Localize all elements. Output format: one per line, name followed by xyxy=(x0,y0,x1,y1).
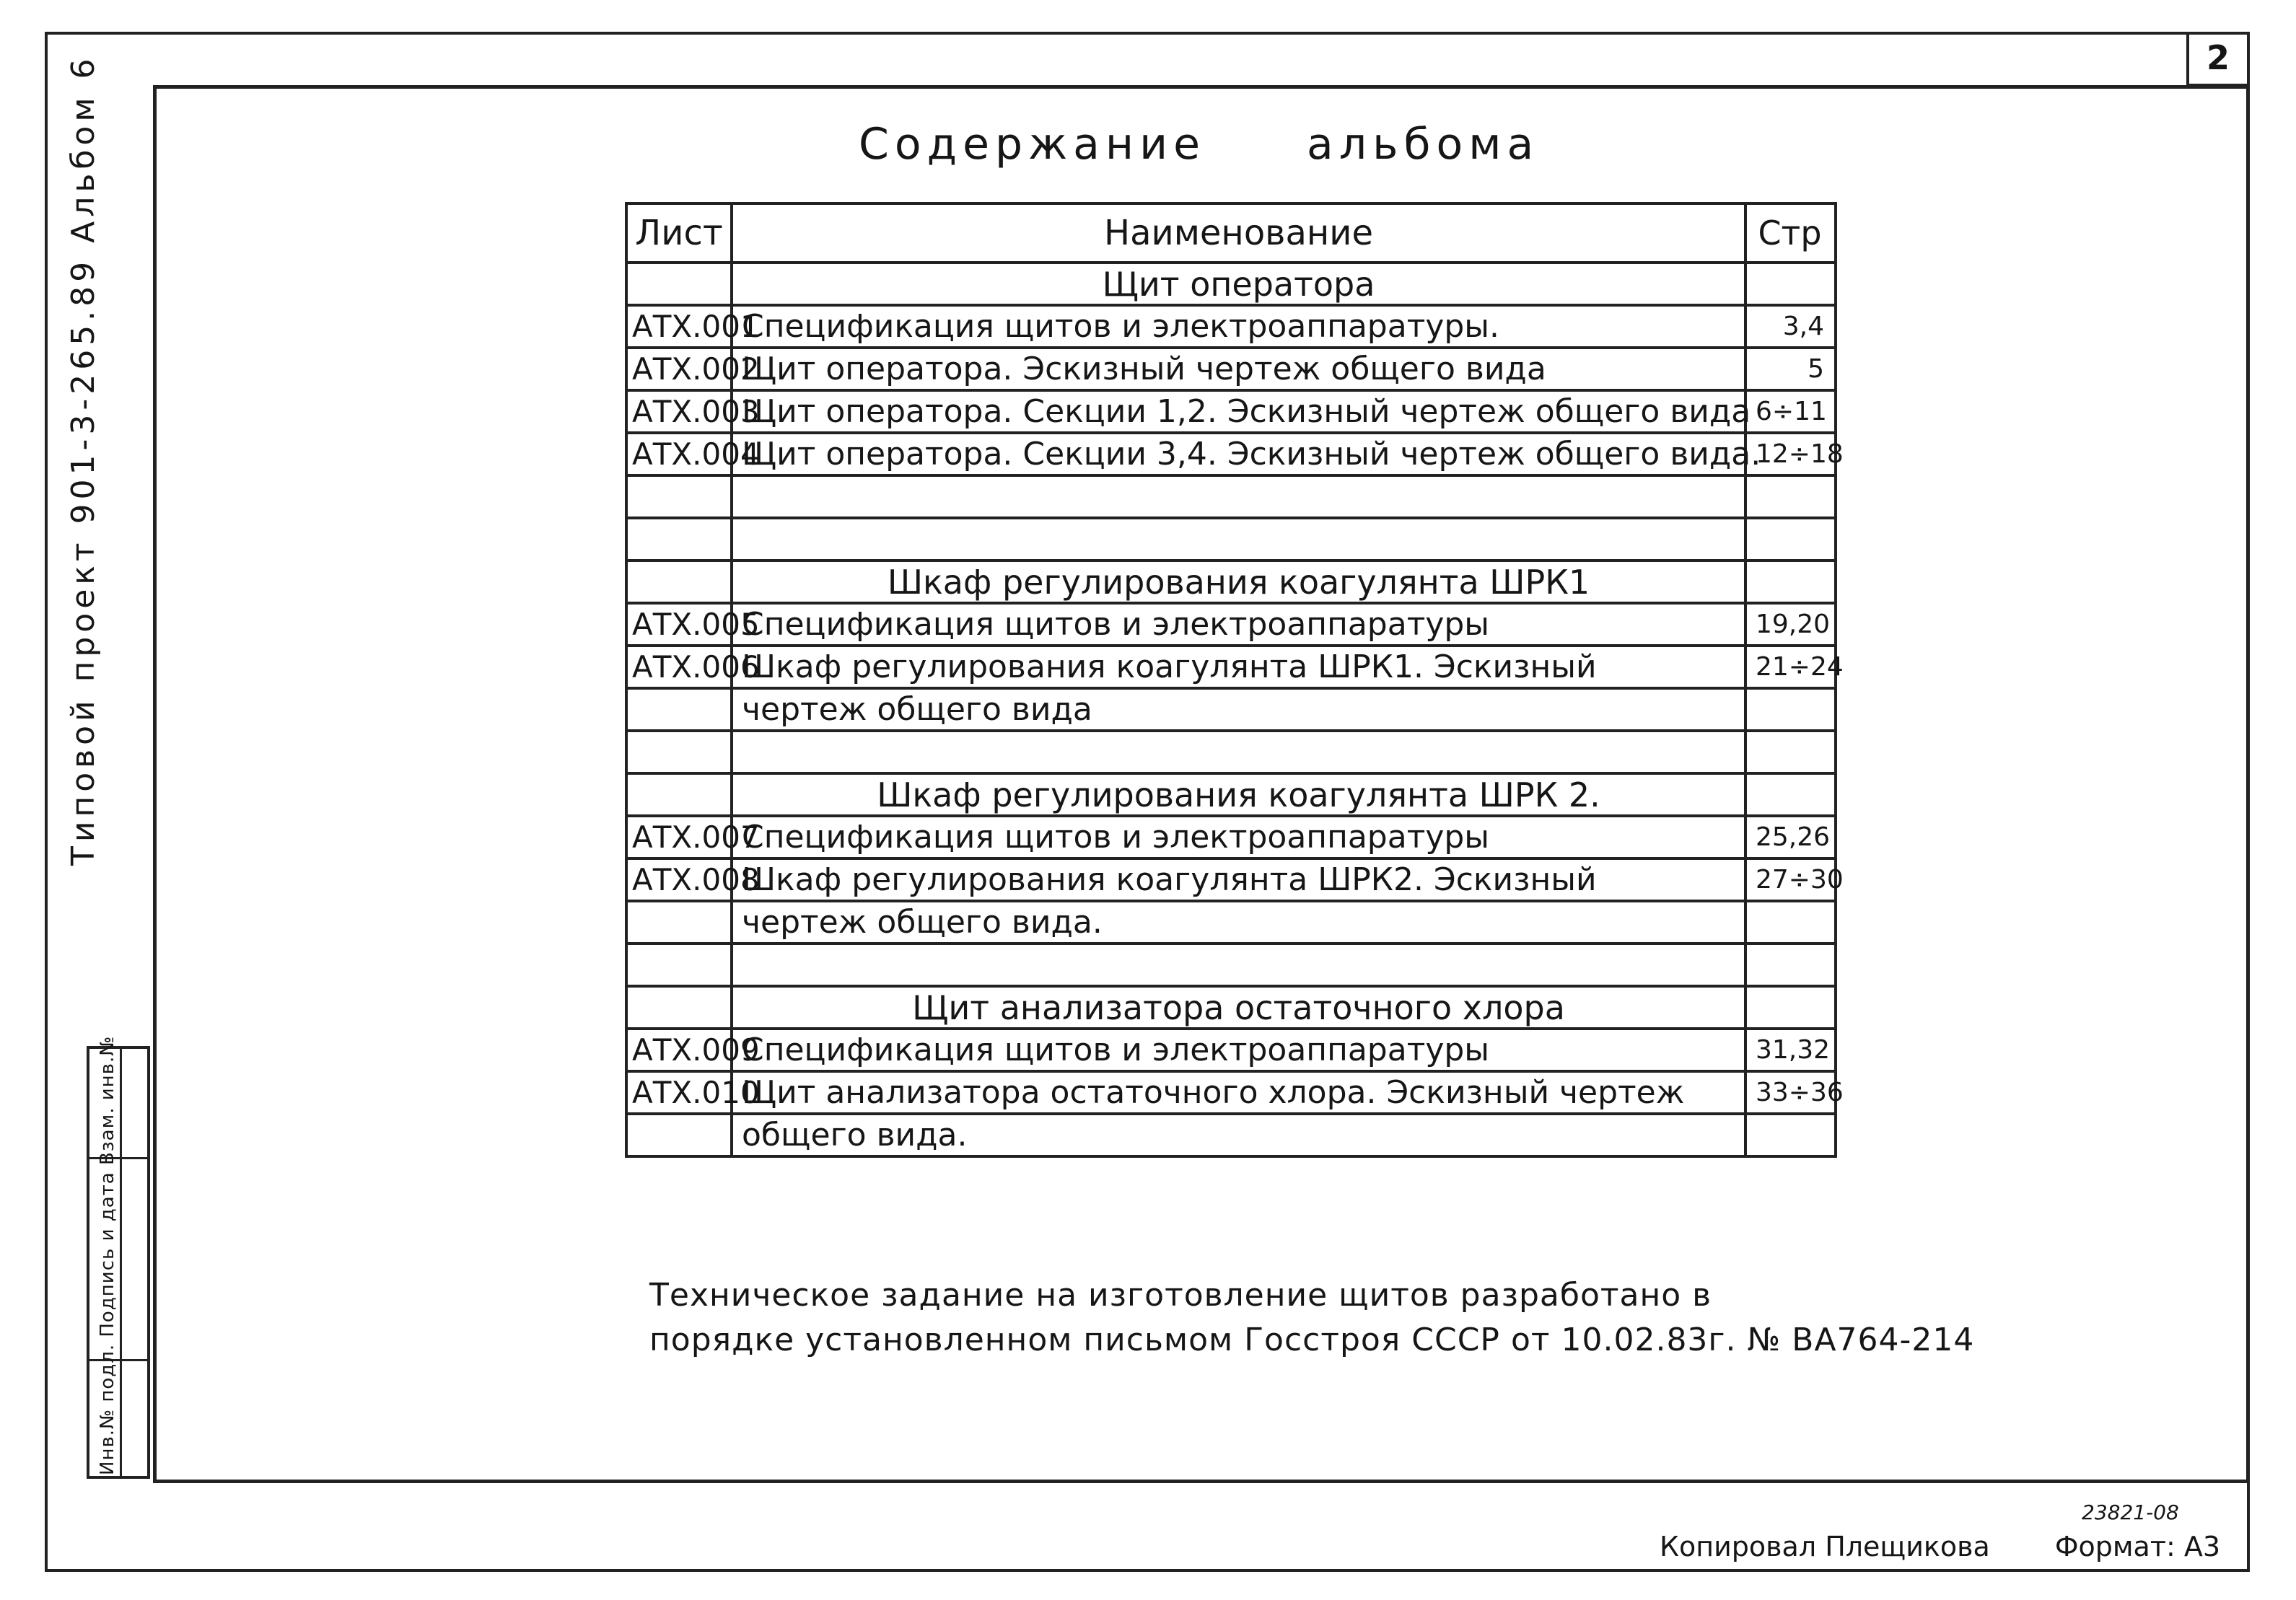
sheet-name: Спецификация щитов и электроаппаратуры xyxy=(732,816,1745,858)
table-row xyxy=(626,348,1836,390)
table-row xyxy=(626,475,1836,518)
sheet-code xyxy=(626,731,732,773)
sheet-name xyxy=(732,475,1745,518)
sheet-code xyxy=(626,518,732,561)
table-row xyxy=(626,944,1836,986)
note-line-2: порядке установленном письмом Госстроя СССР от 10.02.83г. № ВА764-214 xyxy=(649,1322,1975,1358)
sheet-name: Щит оператора. Секции 1,2. Эскизный чертеж общего вида xyxy=(732,390,1745,433)
page-range: 25,26 xyxy=(1745,816,1836,858)
page-range xyxy=(1745,688,1836,731)
page-range: 19,20 xyxy=(1745,603,1836,646)
page-range: 12÷18 xyxy=(1745,433,1836,475)
footer xyxy=(1660,1531,2220,1562)
sheet-code: АТХ.008 xyxy=(626,858,732,901)
title-word-1: Содержание xyxy=(859,119,1206,170)
sheet-name: чертеж общего вида. xyxy=(732,901,1745,944)
sheet-name: Спецификация щитов и электроаппаратуры. xyxy=(732,305,1745,348)
stamp-label: Инв.№ подл. Подпись и дата Взам. инв.№ xyxy=(97,1035,118,1475)
page-range xyxy=(1745,561,1836,603)
sheet-name: Спецификация щитов и электроаппаратуры xyxy=(732,603,1745,646)
page-range: 5 xyxy=(1745,348,1836,390)
sheet-code xyxy=(626,986,732,1029)
sheet-code xyxy=(626,263,732,305)
table-row xyxy=(626,390,1836,433)
table-row xyxy=(626,518,1836,561)
title-word-2: альбома xyxy=(1307,119,1540,170)
contents-table xyxy=(625,202,1844,1158)
sheet-code: АТХ.010 xyxy=(626,1071,732,1114)
sheet-code: АТХ.004 xyxy=(626,433,732,475)
sheet-code: АТХ.002 xyxy=(626,348,732,390)
table-row xyxy=(626,731,1836,773)
table-row xyxy=(626,858,1836,901)
sheet-name: Щит анализатора остаточного хлора. Эскизный чертеж xyxy=(732,1071,1745,1114)
section-title: Шкаф регулирования коагулянта ШРК 2. xyxy=(732,773,1745,816)
sheet-name xyxy=(732,518,1745,561)
table-row xyxy=(626,305,1836,348)
page-range: 33÷36 xyxy=(1745,1071,1836,1114)
page-range xyxy=(1745,475,1836,518)
sheet-code: АТХ.006 xyxy=(626,646,732,688)
table-row xyxy=(626,688,1836,731)
sheet-code xyxy=(626,561,732,603)
side-label-block xyxy=(65,54,152,866)
table-row xyxy=(626,603,1836,646)
footer-number: 23821-08 xyxy=(2082,1500,2179,1524)
sheet-name xyxy=(732,944,1745,986)
page-range xyxy=(1745,263,1836,305)
sheet-name: Щит оператора. Эскизный чертеж общего вида xyxy=(732,348,1745,390)
page-range xyxy=(1745,773,1836,816)
side-label: Типовой проект 901-3-265.89 Альбом 6 xyxy=(65,54,102,866)
sheet-name: Шкаф регулирования коагулянта ШРК2. Эскизный xyxy=(732,858,1745,901)
page-range xyxy=(1745,731,1836,773)
section-row xyxy=(626,263,1836,305)
table-row xyxy=(626,433,1836,475)
section-row xyxy=(626,561,1836,603)
page-range xyxy=(1745,1114,1836,1156)
sheet-code: АТХ.009 xyxy=(626,1029,732,1071)
section-title: Щит оператора xyxy=(732,263,1745,305)
technical-note xyxy=(649,1273,1974,1363)
footer-format: Формат: А3 xyxy=(2054,1531,2221,1562)
sheet-name: Щит оператора. Секции 3,4. Эскизный чертеж общего вида. xyxy=(732,433,1745,475)
sheet-name: чертеж общего вида xyxy=(732,688,1745,731)
table-row xyxy=(626,1071,1836,1114)
sheet-code xyxy=(626,475,732,518)
sheet-code xyxy=(626,688,732,731)
page-range: 6÷11 xyxy=(1745,390,1836,433)
header-sheet: Лист xyxy=(626,203,732,263)
note-line-1: Техническое задание на изготовление щитов разработано в xyxy=(649,1277,1712,1314)
sheet-code xyxy=(626,773,732,816)
table-row xyxy=(626,1029,1836,1071)
page-range xyxy=(1745,944,1836,986)
page-range xyxy=(1745,901,1836,944)
sheet-name: Спецификация щитов и электроаппаратуры xyxy=(732,1029,1745,1071)
page-range: 21÷24 xyxy=(1745,646,1836,688)
sheet-name: Шкаф регулирования коагулянта ШРК1. Эскизный xyxy=(732,646,1745,688)
section-row xyxy=(626,986,1836,1029)
sheet-code xyxy=(626,1114,732,1156)
sheet-number: 2 xyxy=(2186,32,2250,87)
footer-copied: Копировал Плещикова xyxy=(1660,1531,1990,1562)
section-row xyxy=(626,773,1836,816)
page-range xyxy=(1745,986,1836,1029)
table-row xyxy=(626,901,1836,944)
header-page: Стр xyxy=(1745,203,1836,263)
table-header-row xyxy=(626,203,1836,263)
table-row xyxy=(626,646,1836,688)
sheet-name: общего вида. xyxy=(732,1114,1745,1156)
page-range: 3,4 xyxy=(1745,305,1836,348)
sheet-name xyxy=(732,731,1745,773)
sheet-code xyxy=(626,944,732,986)
section-title: Щит анализатора остаточного хлора xyxy=(732,986,1745,1029)
table-row xyxy=(626,1114,1836,1156)
page-range xyxy=(1745,518,1836,561)
table-row xyxy=(626,816,1836,858)
page-title xyxy=(859,119,1539,170)
header-name: Наименование xyxy=(732,203,1745,263)
section-title: Шкаф регулирования коагулянта ШРК1 xyxy=(732,561,1745,603)
page-range: 27÷30 xyxy=(1745,858,1836,901)
sheet-code xyxy=(626,901,732,944)
sheet-code: АТХ.001 xyxy=(626,305,732,348)
sheet-code: АТХ.003 xyxy=(626,390,732,433)
sheet-code: АТХ.007 xyxy=(626,816,732,858)
page-range: 31,32 xyxy=(1745,1029,1836,1071)
sheet-code: АТХ.005 xyxy=(626,603,732,646)
